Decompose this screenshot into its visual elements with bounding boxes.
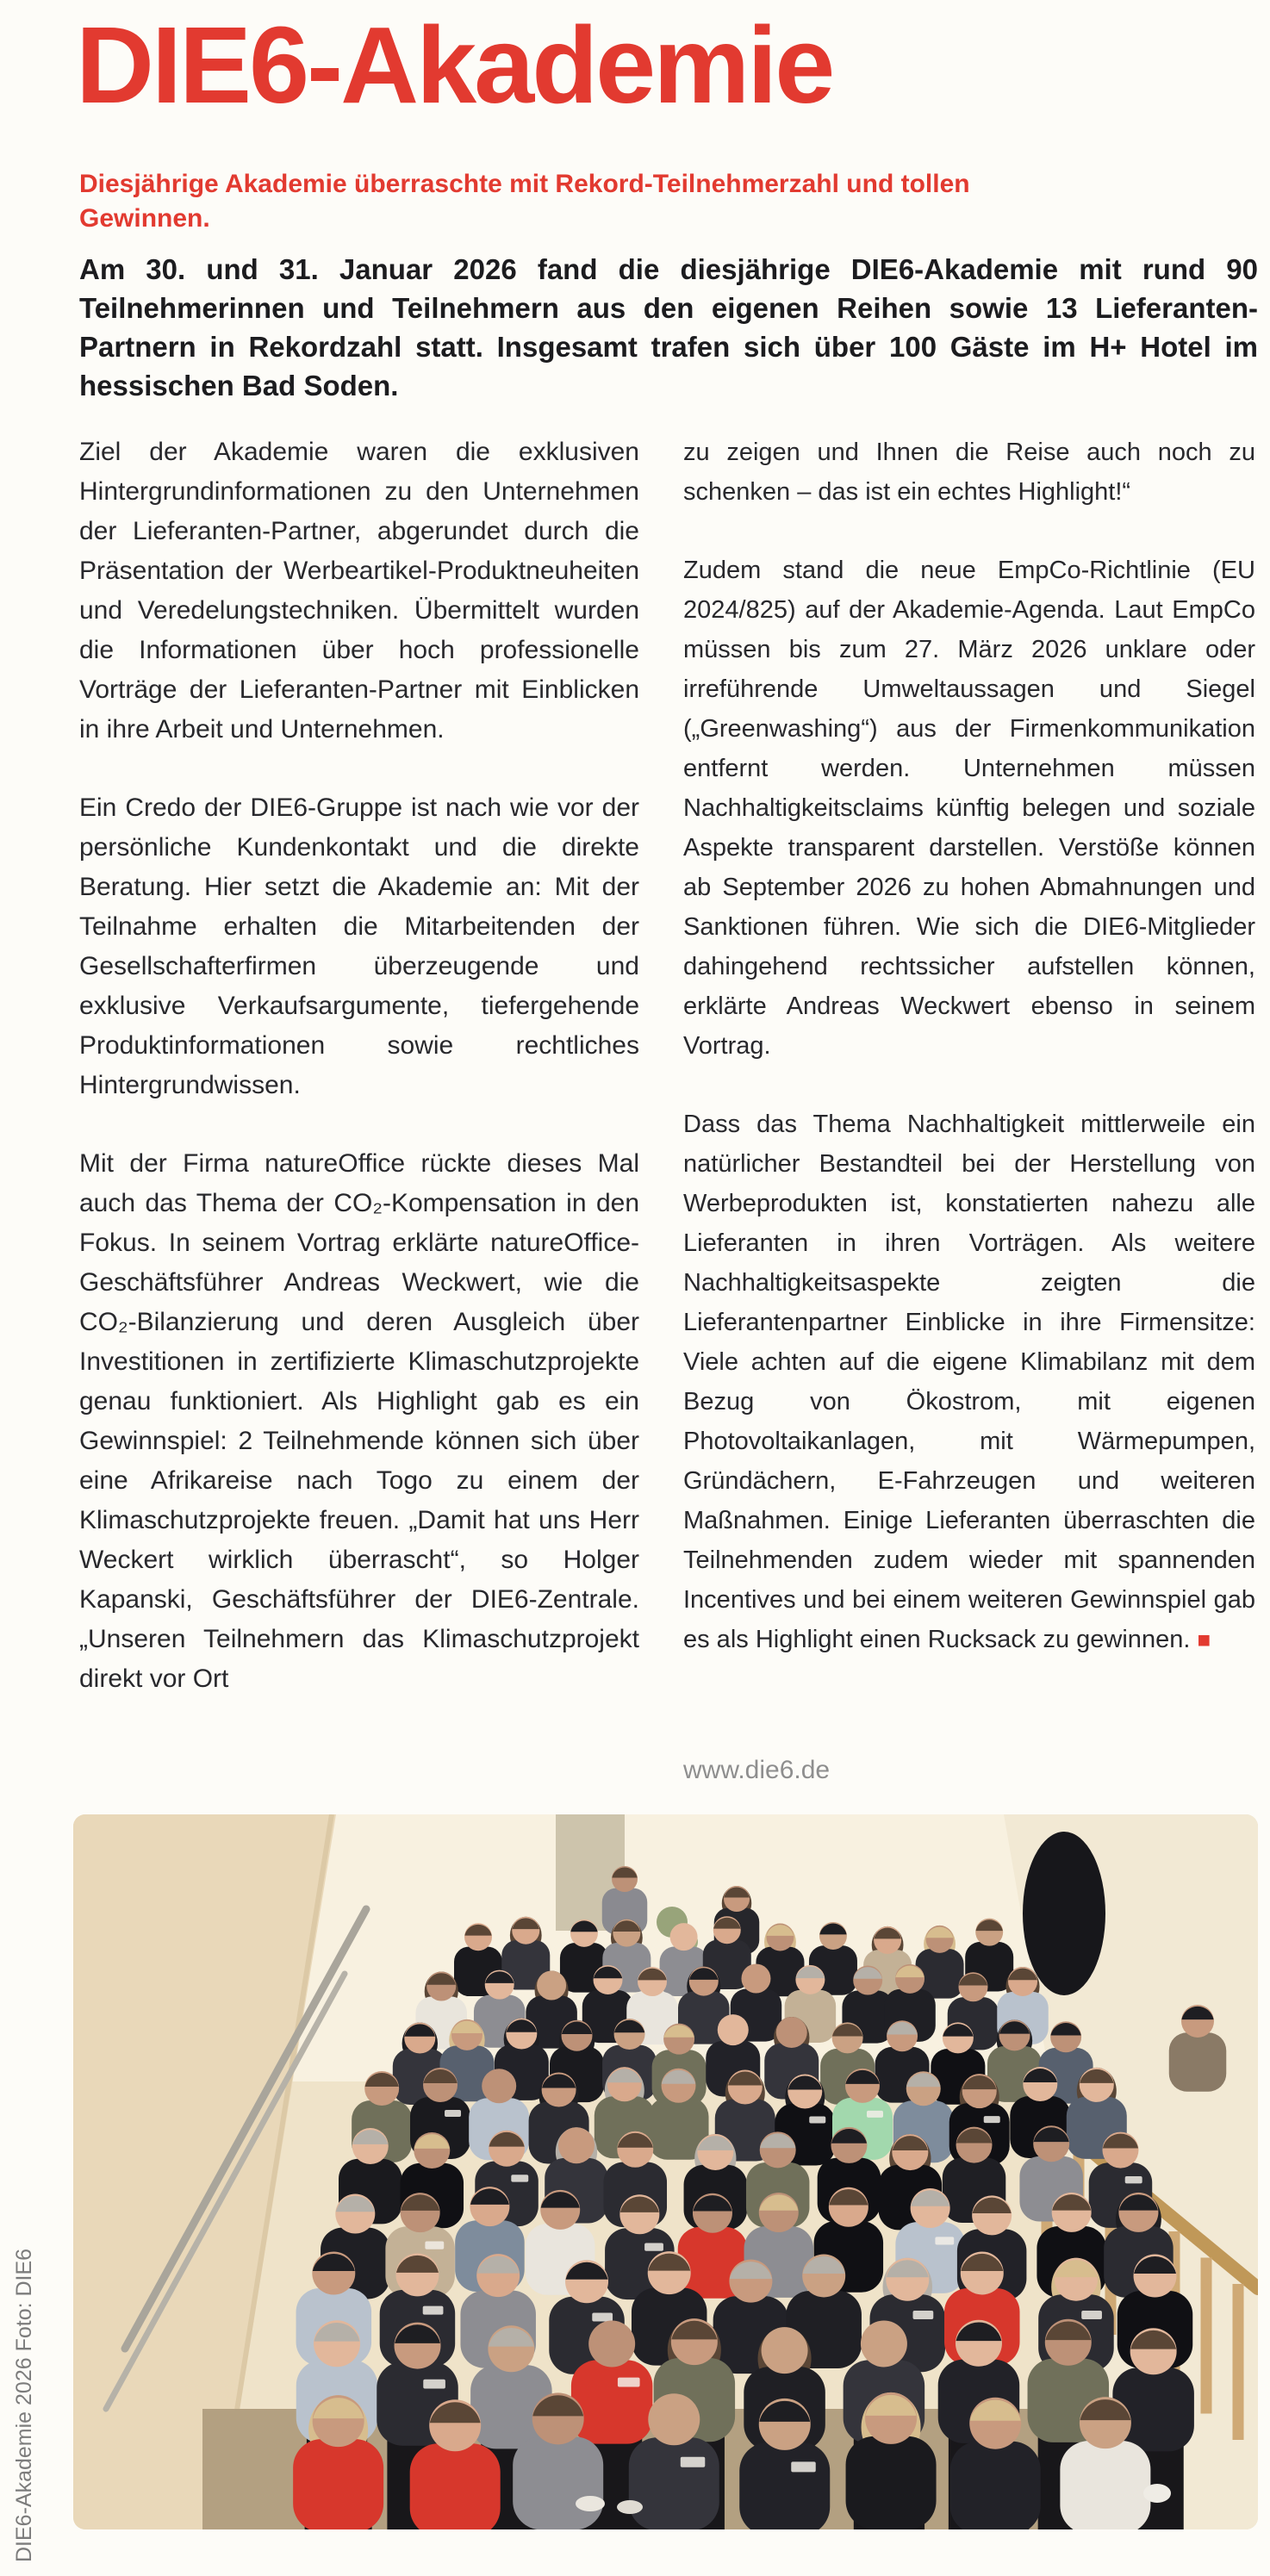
- article-title: DIE6-Akademie: [76, 4, 833, 126]
- paragraph: Dass das Thema Nachhaltigkeit mittlerweile ein natürlicher Bestandteil bei der Herstellung von Werbeprodukten ist, konstatierten nahezu alle Lieferanten in ihren Vorträgen. Als weitere Nachhaltigkeitsaspekte zeigten die Lieferantenpartner Einblicke in ihre Firmensitze: Viele achten auf die eigene Klimabilanz mit dem Bezug von Ökostrom, mit eigenen Photovoltaikanlagen, mit Wärmepumpen, Gründächern, E-Fahrzeugen und weiteren Maßnahmen. Einige Lieferanten überraschten die Teilnehmenden zudem wieder mit spannenden Incentives und bei einem weiteren Gewinnspiel gab es als Highlight einen Rucksack zu gewinnen. ■: [683, 1111, 1255, 1653]
- article-subtitle: Diesjährige Akademie überraschte mit Rekord-Teilnehmerzahl und tollen Gewinnen.: [79, 170, 970, 233]
- body-column-right: [683, 432, 1255, 1698]
- group-photo: [73, 1814, 1258, 2529]
- article-intro: Am 30. und 31. Januar 2026 fand die diesjährige DIE6-Akademie mit rund 90 Teilnehmerinnen und Teilnehmern aus den eigenen Reihen sowie 13 Lieferanten-Partnern in Rekordzahl statt. Insgesamt trafen sich über 100 Gäste im H+ Hotel im hessischen Bad Soden.: [79, 253, 1258, 401]
- paragraph: zu zeigen und Ihnen die Reise auch noch zu schenken – das ist ein echtes Highlight!“: [683, 439, 1255, 506]
- end-of-article-mark: ■: [1197, 1627, 1211, 1652]
- website-url: www.die6.de: [683, 1756, 831, 1784]
- photo-caption: DIE6-Akademie 2026 Foto: DIE6: [12, 2248, 36, 2562]
- paragraph: Ein Credo der DIE6-Gruppe ist nach wie vor der persönliche Kundenkontakt und die direkte Beratung. Hier setzt die Akademie an: Mit der Teilnahme erhalten die Mitarbeitenden der Gesellschafterfirmen überzeugende und exklusive Verkaufsargumente, tiefergehende Produktinformationen sowie rechtliches Hintergrundwissen.: [79, 793, 639, 1099]
- paragraph: Ziel der Akademie waren die exklusiven Hintergrundinformationen zu den Unternehmen der Lieferanten-Partner, abgerundet durch die Präsentation der Werbeartikel-Produktneuheiten und Veredelungstechniken. Übermittelt wurden die Informationen über hoch professionelle Vorträge der Lieferanten-Partner mit Einblicken in ihre Arbeit und Unternehmen.: [79, 438, 639, 744]
- paragraph: Mit der Firma natureOffice rückte dieses Mal auch das Thema der CO₂-Kompensation in den Fokus. In seinem Vortrag erklärte natureOffice-Geschäftsführer Andreas Weckwert, wie die CO₂-Bilanzierung und deren Ausgleich über Investitionen in zertifizierte Klimaschutzprojekte genau funktioniert. Als Highlight gab es ein Gewinnspiel: 2 Teilnehmende können sich über eine Afrikareise nach Togo zu einem der Klimaschutzprojekte freuen. „Damit hat uns Herr Weckert wirklich überrascht“, so Holger Kapanski, Geschäftsführer der DIE6-Zentrale. „Unseren Teilnehmern das Klimaschutzprojekt direkt vor Ort: [79, 1149, 639, 1693]
- paragraph: Zudem stand die neue EmpCo-Richtlinie (EU 2024/825) auf der Akademie-Agenda. Laut EmpCo müssen bis zum 27. März 2026 unklare oder irreführende Umweltaussagen und Siegel („Greenwashing“) aus der Firmenkommunikation entfernt werden. Unternehmen müssen Nachhaltigkeitsclaims künftig belegen und soziale Aspekte transparent darstellen. Verstöße können ab September 2026 zu hohen Abmahnungen und Sanktionen führen. Wie sich die DIE6-Mitglieder dahingehend rechtssicher aufstellen können, erklärte Andreas Weckwert ebenso in seinem Vortrag.: [683, 557, 1255, 1060]
- group-photo-illustration: [73, 1814, 1258, 2529]
- body-column-left: [79, 432, 639, 1738]
